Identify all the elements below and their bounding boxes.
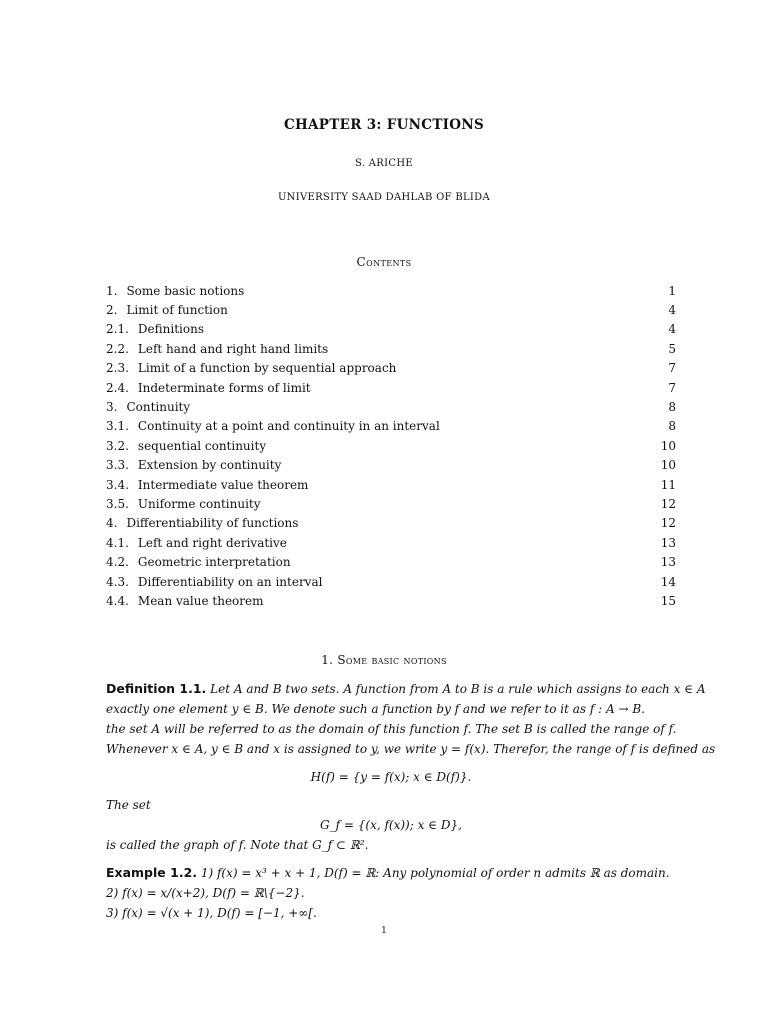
toc-entry-page: 4 — [668, 322, 676, 337]
toc-entry-page: 8 — [668, 400, 676, 415]
toc-entry-number: 2. — [106, 303, 118, 318]
toc-entry — [106, 456, 676, 475]
definition-line-1 — [106, 679, 706, 699]
example-line-2: 2) f(x) = x/(x+2), D(f) = ℝ\{−2}. — [106, 886, 305, 900]
toc-entry-page: 10 — [660, 458, 676, 473]
toc-entry-page: 13 — [660, 555, 676, 570]
toc-entry — [106, 339, 676, 358]
example-line-1 — [106, 863, 676, 883]
definition-line-5: The set — [106, 798, 151, 812]
toc-entry-number: 2.2. — [106, 341, 129, 356]
toc-entry-number: 4.1. — [106, 535, 129, 550]
toc-entry-number: 3. — [106, 400, 118, 415]
toc-entry — [106, 378, 676, 397]
definition-line-2: exactly one element y ∈ B. We denote such a function by f and we refer to it as f : A → B. — [106, 702, 645, 716]
chapter-title: CHAPTER 3: FUNCTIONS — [283, 117, 485, 133]
graph-formula: G_f = {(x, f(x)); x ∈ D}, — [320, 818, 462, 832]
toc-entry-page: 5 — [668, 341, 676, 356]
toc-entry-label: Limit of function — [126, 303, 228, 318]
range-formula: H(f) = {y = f(x); x ∈ D(f)}. — [310, 770, 472, 784]
toc-entry-number: 3.3. — [106, 458, 129, 473]
toc-entry-page: 12 — [660, 496, 676, 511]
toc-entry-number: 2.3. — [106, 361, 129, 376]
toc-entry — [106, 417, 676, 436]
toc-entry-number: 3.5. — [106, 496, 129, 511]
toc-entry-page: 15 — [660, 593, 676, 608]
contents-heading: Contents — [356, 255, 412, 269]
toc-entry-number: 3.2. — [106, 438, 129, 453]
toc-entry-number: 4.2. — [106, 555, 129, 570]
section-heading: 1. Some basic notions — [321, 653, 447, 667]
toc-entry — [106, 494, 676, 513]
toc-entry-label: Intermediate value theorem — [137, 477, 309, 492]
toc-entry-label: Differentiability on an interval — [137, 574, 323, 589]
toc-entry — [106, 533, 676, 552]
toc-entry-label: Left hand and right hand limits — [137, 341, 329, 356]
toc-entry-number: 3.1. — [106, 419, 129, 434]
toc-entry — [106, 359, 676, 378]
example-label: Example 1.2. — [106, 865, 198, 880]
toc-entry-label: Definitions — [137, 322, 204, 337]
toc-entry — [106, 436, 676, 455]
toc-entry-label: Indeterminate forms of limit — [137, 380, 311, 395]
toc-entry-number: 1. — [106, 283, 118, 298]
toc-entry-label: sequential continuity — [137, 438, 267, 453]
example-text: 1) f(x) = x³ + x + 1, D(f) = ℝ: Any polynomial of order n admits ℝ as domain. — [200, 866, 670, 880]
toc-entry-number: 3.4. — [106, 477, 129, 492]
section-body — [106, 679, 716, 923]
toc-entry-label: Geometric interpretation — [137, 555, 291, 570]
toc-entry-page: 10 — [660, 438, 676, 453]
author: S. ARICHE — [355, 158, 413, 169]
toc-entry-label: Limit of a function by sequential approach — [137, 361, 397, 376]
table-of-contents — [106, 281, 676, 611]
toc-entry-label: Differentiability of functions — [126, 516, 299, 531]
toc-entry — [106, 281, 676, 300]
toc-entry — [106, 514, 676, 533]
toc-entry — [106, 397, 676, 416]
definition-label: Definition 1.1. — [106, 681, 207, 696]
toc-entry-number: 2.1. — [106, 322, 129, 337]
toc-entry-number: 4.4. — [106, 593, 129, 608]
toc-entry — [106, 475, 676, 494]
definition-line-4: Whenever x ∈ A, y ∈ B and x is assigned to y, we write y = f(x). Therefor, the range of f is defined as — [106, 742, 716, 756]
toc-entry-page: 4 — [668, 303, 676, 318]
toc-entry-page: 8 — [668, 419, 676, 434]
toc-entry — [106, 320, 676, 339]
toc-entry-label: Uniforme continuity — [137, 496, 261, 511]
toc-entry — [106, 300, 676, 319]
toc-entry — [106, 572, 676, 591]
definition-line-3: the set A will be referred to as the domain of this function f. The set B is called the range of f. — [106, 722, 677, 736]
toc-entry-page: 7 — [668, 380, 676, 395]
toc-entry-page: 11 — [660, 477, 676, 492]
toc-entry-page: 12 — [660, 516, 676, 531]
toc-entry-label: Continuity at a point and continuity in an interval — [137, 419, 440, 434]
toc-entry-page: 7 — [668, 361, 676, 376]
toc-entry-page: 14 — [660, 574, 676, 589]
toc-entry — [106, 552, 676, 571]
toc-entry-label: Some basic notions — [126, 283, 245, 298]
toc-entry — [106, 591, 676, 610]
toc-entry-label: Left and right derivative — [137, 535, 287, 550]
definition-line-6: is called the graph of f. Note that G_f ⊂ ℝ². — [106, 838, 369, 852]
toc-entry-label: Extension by continuity — [137, 458, 282, 473]
toc-entry-page: 1 — [668, 283, 676, 298]
example-line-3: 3) f(x) = √(x + 1), D(f) = [−1, +∞[. — [106, 906, 317, 920]
definition-text: Let A and B two sets. A function from A to B is a rule which assigns to each x ∈ A — [210, 682, 706, 696]
toc-entry-label: Mean value theorem — [137, 593, 264, 608]
toc-entry-number: 4. — [106, 516, 118, 531]
toc-entry-number: 4.3. — [106, 574, 129, 589]
toc-entry-number: 2.4. — [106, 380, 129, 395]
toc-entry-label: Continuity — [126, 400, 191, 415]
page-number: 1 — [381, 926, 387, 936]
affiliation: UNIVERSITY SAAD DAHLAB OF BLIDA — [277, 192, 491, 203]
toc-entry-page: 13 — [660, 535, 676, 550]
